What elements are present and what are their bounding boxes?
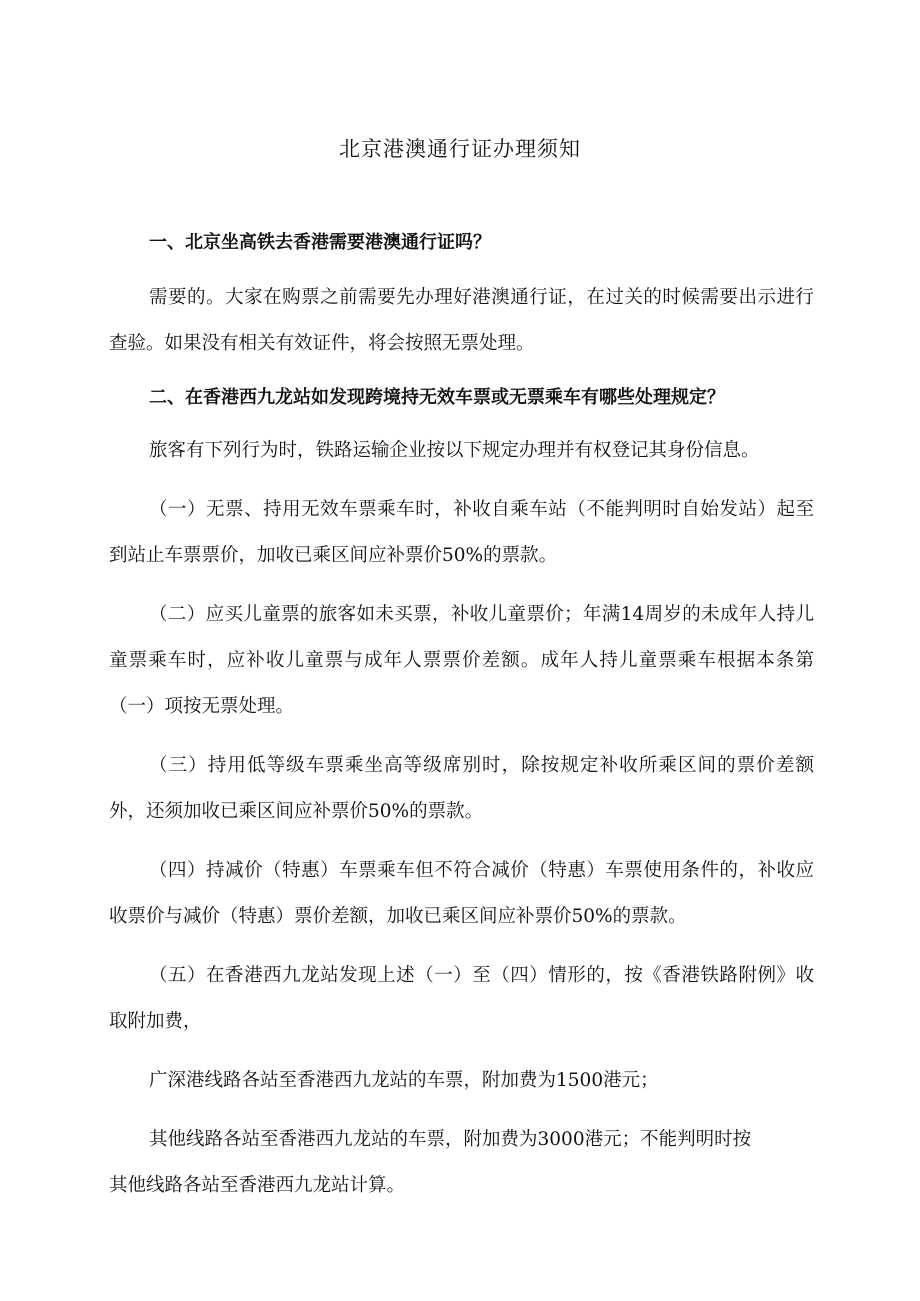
document-title: 北京港澳通行证办理须知 bbox=[339, 137, 581, 161]
rule-item-2: （二）应买儿童票的旅客如未买票，补收儿童票价；年满14周岁的未成年人持儿童票乘车时，应补收儿童票与成年人票票价差额。成年人持儿童票乘车根据本条第（一）项按无票处理。 bbox=[109, 604, 814, 717]
section1-heading: 一、北京坐高铁去香港需要港澳通行证吗？ bbox=[149, 232, 491, 253]
section2-intro: 旅客有下列行为时，铁路运输企业按以下规定办理并有权登记其身份信息。 bbox=[149, 440, 760, 461]
rule-item-1: （一）无票、持用无效车票乘车时，补收自乘车站（不能判明时自始发站）起至到站止车票票价，加收已乘区间应补票价50%的票款。 bbox=[109, 499, 814, 566]
fee-line-1: 广深港线路各站至香港西九龙站的车票，附加费为1500港元； bbox=[149, 1070, 659, 1091]
section2-heading: 二、在香港西九龙站如发现跨境持无效车票或无票乘车有哪些处理规定？ bbox=[149, 387, 725, 408]
document-body bbox=[109, 223, 814, 1209]
fee-line-2: 其他线路各站至香港西九龙站的车票，附加费为3000港元；不能判明时按其他线路各站至香港西九龙站计算。 bbox=[109, 1129, 752, 1196]
section1-answer: 需要的。大家在购票之前需要先办理好港澳通行证，在过关的时候需要出示进行查验。如果没有相关有效证件，将会按照无票处理。 bbox=[109, 287, 814, 354]
rule-item-3: （三）持用低等级车票乘坐高等级席别时，除按规定补收所乘区间的票价差额外，还须加收已乘区间应补票价50%的票款。 bbox=[109, 755, 814, 822]
rule-item-5: （五）在香港西九龙站发现上述（一）至（四）情形的，按《香港铁路附例》收取附加费， bbox=[109, 965, 814, 1032]
rule-item-4: （四）持减价（特惠）车票乘车但不符合减价（特惠）车票使用条件的，补收应收票价与减价（特惠）票价差额，加收已乘区间应补票价50%的票款。 bbox=[109, 860, 814, 927]
